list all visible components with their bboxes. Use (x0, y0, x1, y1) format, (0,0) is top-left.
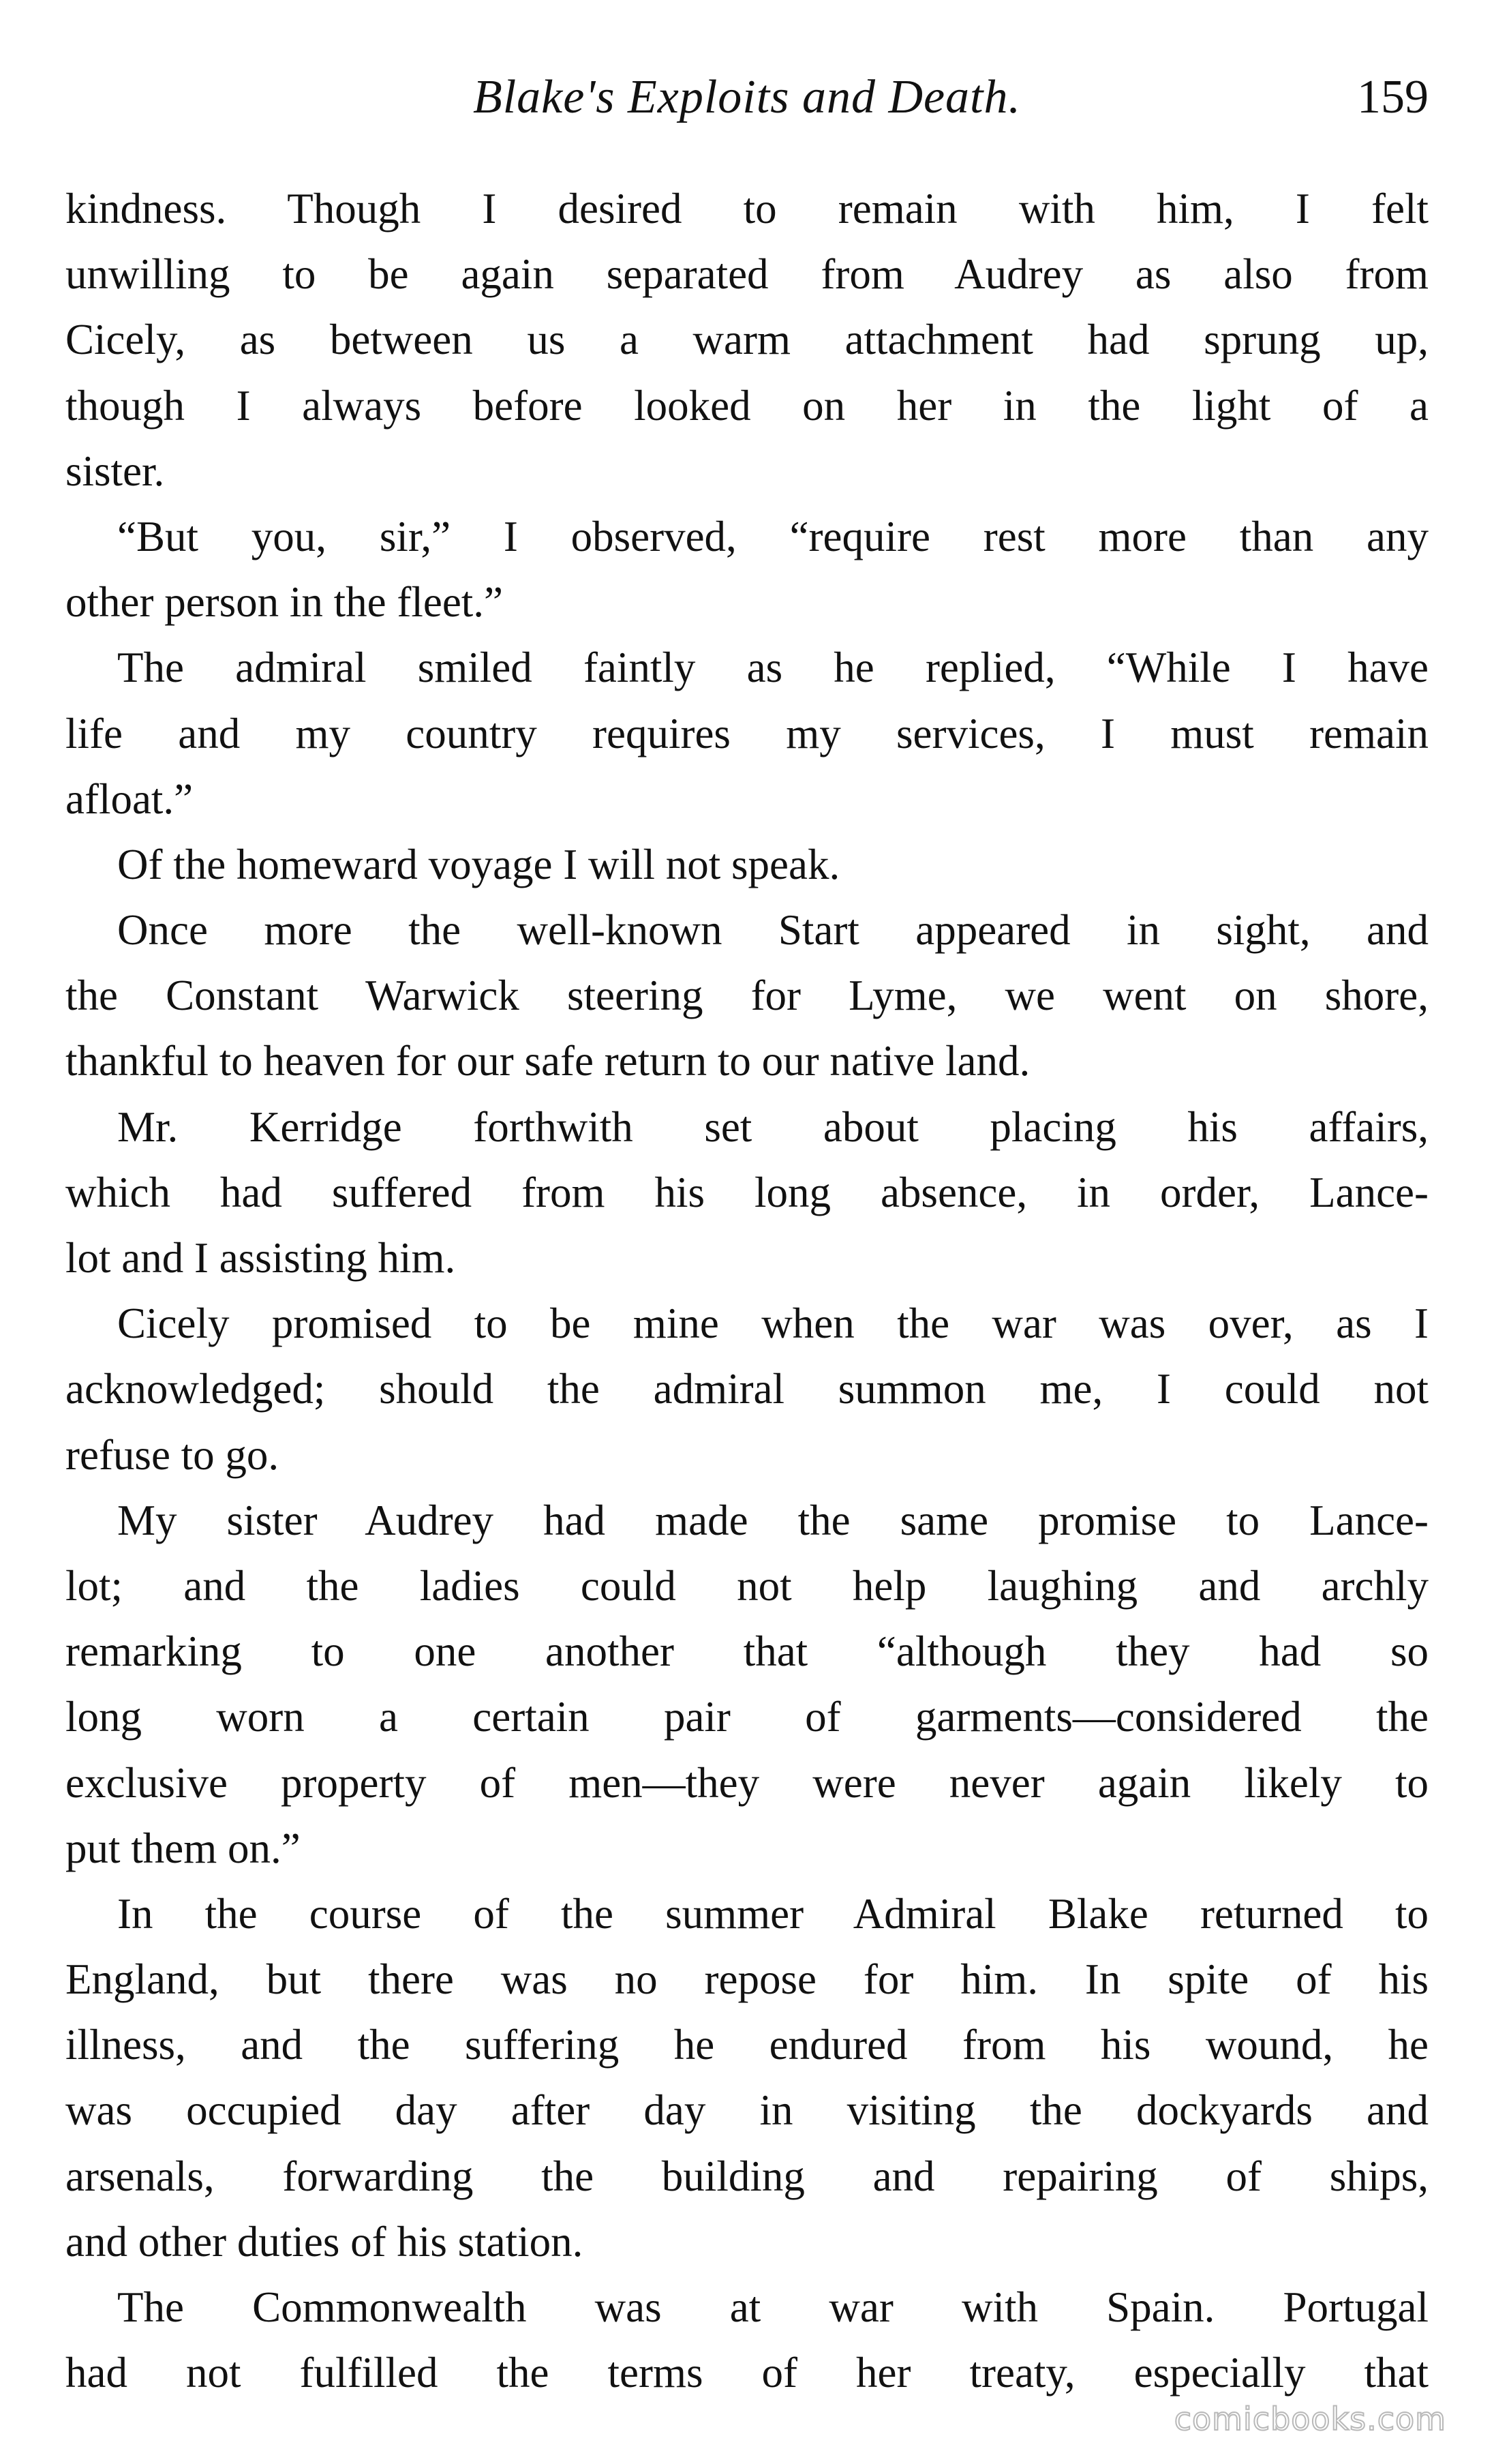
text-line: lot; and the ladies could not help laughing and archly (65, 1561, 1429, 1610)
text-line: unwilling to be again separated from Audrey as also from (65, 250, 1429, 299)
body-text (65, 176, 1429, 2405)
text-line: lot and I assisting him. (65, 1234, 456, 1282)
text-line: exclusive property of men—they were never again likely to (65, 1758, 1429, 1807)
text-line: kindness. Though I desired to remain with him, I felt (65, 185, 1429, 232)
text-line: In the course of the summer Admiral Blake returned to (117, 1889, 1429, 1938)
text-line: had not fulfilled the terms of her treaty, especially that (65, 2349, 1429, 2397)
text-line: was occupied day after day in visiting the dockyards and (65, 2086, 1429, 2135)
text-line: Cicely promised to be mine when the war was over, as I (117, 1299, 1429, 1348)
text-line: life and my country requires my services, I must remain (65, 709, 1429, 757)
text-line: acknowledged; should the admiral summon me, I could not (65, 1365, 1429, 1413)
text-line: Of the homeward voyage I will not speak. (117, 840, 840, 888)
running-title: Blake's Exploits and Death. (472, 71, 1022, 123)
text-line: The admiral smiled faintly as he replied, “While I have (117, 644, 1429, 692)
text-line: Once more the well-known Start appeared in sight, and (117, 906, 1429, 955)
text-line: The Commonwealth was at war with Spain. Portugal (117, 2283, 1429, 2331)
text-line: thankful to heaven for our safe return to our native land. (65, 1037, 1031, 1085)
text-line: long worn a certain pair of garments—considered the (65, 1693, 1429, 1741)
text-line: the Constant Warwick steering for Lyme, we went on shore, (65, 972, 1429, 1020)
text-line: My sister Audrey had made the same promise to Lance- (117, 1496, 1429, 1544)
text-line: which had suffered from his long absence, in order, Lance- (65, 1168, 1429, 1216)
text-line: refuse to go. (65, 1430, 279, 1479)
running-head (65, 60, 1429, 135)
text-line: illness, and the suffering he endured from his wound, he (65, 2021, 1429, 2069)
text-line: afloat.” (65, 775, 194, 823)
text-line: put them on.” (65, 1824, 301, 1872)
text-line: sister. (65, 447, 165, 495)
watermark: comicbooks.com (1174, 2401, 1446, 2437)
text-line: Cicely, as between us a warm attachment had sprung up, (65, 316, 1429, 364)
text-line: Mr. Kerridge forthwith set about placing his affairs, (117, 1102, 1429, 1151)
text-line: remarking to one another that “although they had so (65, 1627, 1429, 1676)
text-line: though I always before looked on her in the light of a (65, 381, 1429, 430)
text-line: arsenals, forwarding the building and repairing of ships, (65, 2152, 1429, 2200)
text-line: England, but there was no repose for him. In spite of his (65, 1955, 1429, 2004)
text-line: and other duties of his station. (65, 2217, 583, 2266)
text-line: “But you, sir,” I observed, “require rest more than any (117, 512, 1429, 560)
text-line: other person in the fleet.” (65, 578, 503, 627)
page-number: 159 (1357, 71, 1429, 123)
